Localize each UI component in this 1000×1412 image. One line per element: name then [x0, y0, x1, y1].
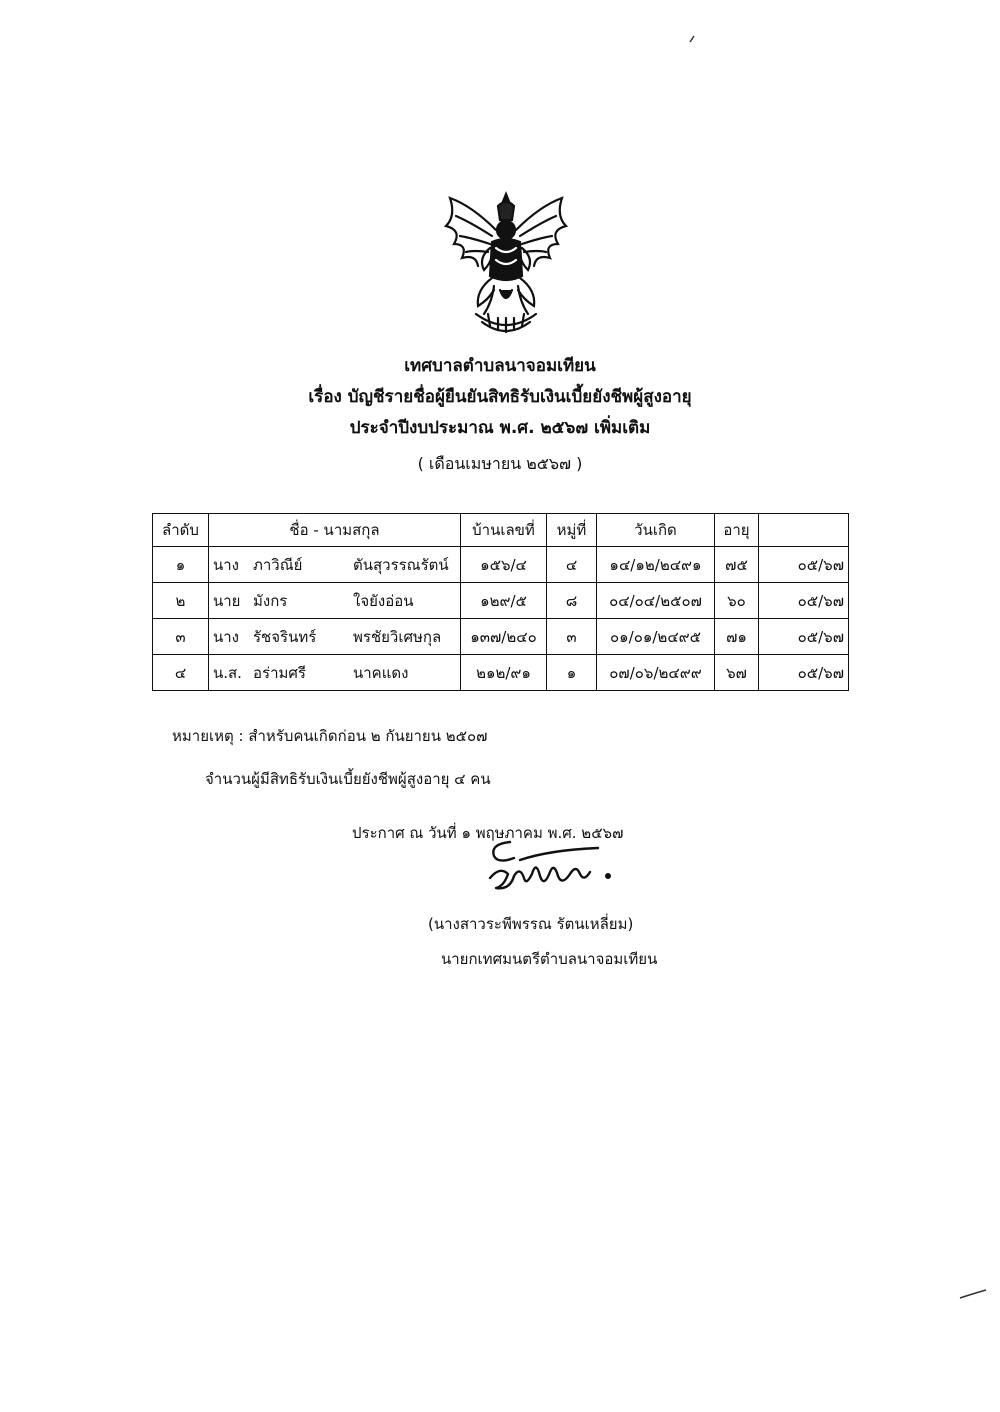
period: ๐๕/๖๗	[759, 655, 849, 691]
full-name	[209, 655, 461, 691]
scan-mark	[958, 1286, 988, 1302]
house-number: ๑๒๙/๕	[461, 583, 547, 619]
full-name	[209, 547, 461, 583]
fiscal-year-line: ประจำปีงบประมาณ พ.ศ. ๒๕๖๗ เพิ่มเติม	[349, 418, 651, 438]
full-name	[209, 619, 461, 655]
handwritten-signature	[480, 830, 620, 900]
name-prefix: นาย	[213, 591, 241, 610]
village-number: ๓	[547, 619, 597, 655]
period: ๐๕/๖๗	[759, 583, 849, 619]
last-name: ตันสุวรรณรัตน์	[353, 555, 449, 574]
table-row	[153, 619, 849, 655]
table-row	[153, 655, 849, 691]
header-village: หมู่ที่	[547, 514, 597, 547]
period: ๐๕/๖๗	[759, 619, 849, 655]
header-order: ลำดับ	[153, 514, 209, 547]
birth-date: ๐๔/๐๔/๒๕๐๗	[597, 583, 715, 619]
header-name: ชื่อ - นามสกุล	[209, 514, 461, 547]
age: ๖๗	[715, 655, 759, 691]
birth-date: ๐๑/๐๑/๒๔๙๕	[597, 619, 715, 655]
last-name: นาคแดง	[353, 663, 409, 682]
name-prefix: นาง	[213, 555, 240, 574]
full-name	[209, 583, 461, 619]
village-number: ๔	[547, 547, 597, 583]
row-number: ๑	[153, 547, 209, 583]
age: ๗๕	[715, 547, 759, 583]
name-prefix: น.ส.	[213, 663, 242, 682]
remark-note: หมายเหตุ : สำหรับคนเกิดก่อน ๒ กันยายน ๒๕๐๗	[172, 727, 488, 745]
row-number: ๒	[153, 583, 209, 619]
age: ๗๑	[715, 619, 759, 655]
name-prefix: นาง	[213, 627, 240, 646]
first-name: ภาวิณีย์	[253, 555, 303, 574]
signer-name: (นางสาวระพีพรรณ รัตนเหลี่ยม)	[428, 915, 634, 933]
first-name: อร่ามศรี	[253, 663, 306, 682]
house-number: ๑๕๖/๔	[461, 547, 547, 583]
first-name: รัชจรินทร์	[253, 627, 317, 646]
birth-date: ๑๔/๑๒/๒๔๙๑	[597, 547, 715, 583]
last-name: ใจยังอ่อน	[353, 591, 414, 610]
header-age: อายุ	[715, 514, 759, 547]
house-number: ๒๑๒/๙๑	[461, 655, 547, 691]
signer-title: นายกเทศมนตรีตำบลนาจอมเทียน	[441, 950, 658, 968]
row-number: ๔	[153, 655, 209, 691]
pension-table	[152, 513, 849, 691]
table-header-row	[153, 514, 849, 547]
birth-date: ๐๗/๐๖/๒๔๙๙	[597, 655, 715, 691]
garuda-emblem-icon	[432, 186, 580, 338]
header-blank	[759, 514, 849, 547]
table-row	[153, 547, 849, 583]
last-name: พรชัยวิเศษกุล	[353, 627, 442, 646]
village-number: ๑	[547, 655, 597, 691]
first-name: มังกร	[253, 591, 288, 610]
month-line: ( เดือนเมษายน ๒๕๖๗ )	[417, 454, 583, 473]
house-number: ๑๓๗/๒๔๐	[461, 619, 547, 655]
org-title: เทศบาลตำบลนาจอมเทียน	[404, 356, 596, 376]
table-row	[153, 583, 849, 619]
header-house-number: บ้านเลขที่	[461, 514, 547, 547]
header-birth-date: วันเกิด	[597, 514, 715, 547]
announcement-date: ประกาศ ณ วันที่ ๑ พฤษภาคม พ.ศ. ๒๕๖๗	[352, 824, 624, 842]
eligible-count: จำนวนผู้มีสิทธิรับเงินเบี้ยยังชีพผู้สูงอายุ ๔ คน	[205, 770, 491, 788]
scan-mark	[688, 34, 696, 44]
period: ๐๕/๖๗	[759, 547, 849, 583]
age: ๖๐	[715, 583, 759, 619]
row-number: ๓	[153, 619, 209, 655]
village-number: ๘	[547, 583, 597, 619]
document-subject: เรื่อง บัญชีรายชื่อผู้ยืนยันสิทธิรับเงินเบี้ยยังชีพผู้สูงอายุ	[308, 387, 692, 407]
